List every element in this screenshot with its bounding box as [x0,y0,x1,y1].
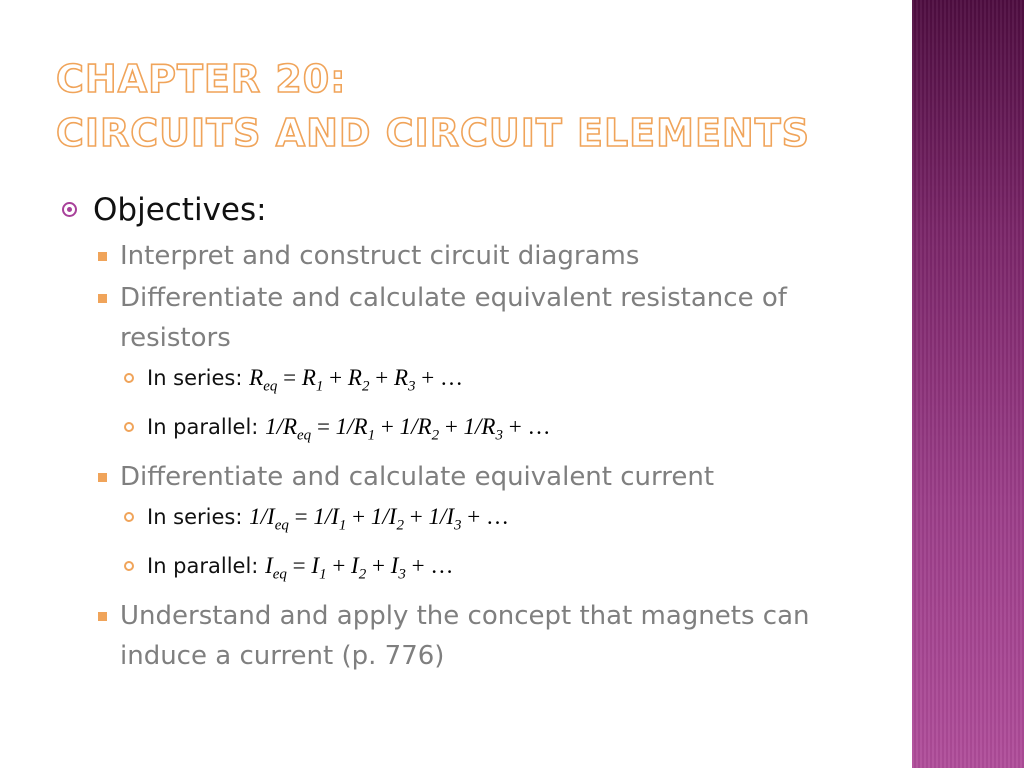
objective-text: Differentiate and calculate equivalent resistance of resistors [120,283,787,353]
sub-item-label: In series: [147,366,250,390]
formula-current-series: $1/I_{eq} = 1/I_1 + 1/I_2 + 1/I_3$ + … [249,504,509,534]
sub-item-current-parallel [62,546,862,595]
objectives-heading: Objectives: [93,192,267,228]
title-line-2: CIRCUITS AND CIRCUIT ELEMENTS [56,111,810,155]
sub-item-label: In series: [147,505,250,530]
objective-item-interpret [62,236,862,276]
slide-title [56,52,810,160]
sub-item-label: In parallel: [147,553,266,578]
title-line-1: CHAPTER 20: [56,57,347,101]
objective-text: Understand and apply the concept that magnets can induce a current (p. 776) [120,601,810,672]
ring-bullet-icon [124,512,134,522]
objective-item-current [62,457,862,497]
ring-bullet-icon [124,422,134,432]
objectives-heading-item [62,190,862,230]
square-bullet-icon [98,612,107,621]
sub-item-label: In parallel: [147,414,266,439]
decorative-sidebar [912,0,1024,768]
ring-bullet-icon [124,373,134,383]
objective-text: Interpret and construct circuit diagrams [120,241,640,271]
sub-item-current-series [62,497,862,546]
objective-text: Differentiate and calculate equivalent current [120,462,715,493]
circle-bullet-icon [62,202,77,217]
formula-resistance-series: $R_{eq} = R_1 + R_2 + R_3$ + … [249,365,463,395]
slide-content [62,190,862,676]
square-bullet-icon [98,252,107,261]
objective-item-resistance [62,278,862,358]
formula-current-parallel: $I_{eq} = I_1 + I_2 + I_3$ + … [265,552,454,583]
ring-bullet-icon [124,561,134,571]
square-bullet-icon [98,473,107,482]
formula-resistance-parallel: $1/R_{eq} = 1/R_1 + 1/R_2 + 1/R_3$ + … [265,413,551,444]
sub-item-resistance-parallel [62,407,862,456]
square-bullet-icon [98,294,107,303]
sub-item-resistance-series [62,358,862,407]
objective-item-magnets [62,596,862,676]
